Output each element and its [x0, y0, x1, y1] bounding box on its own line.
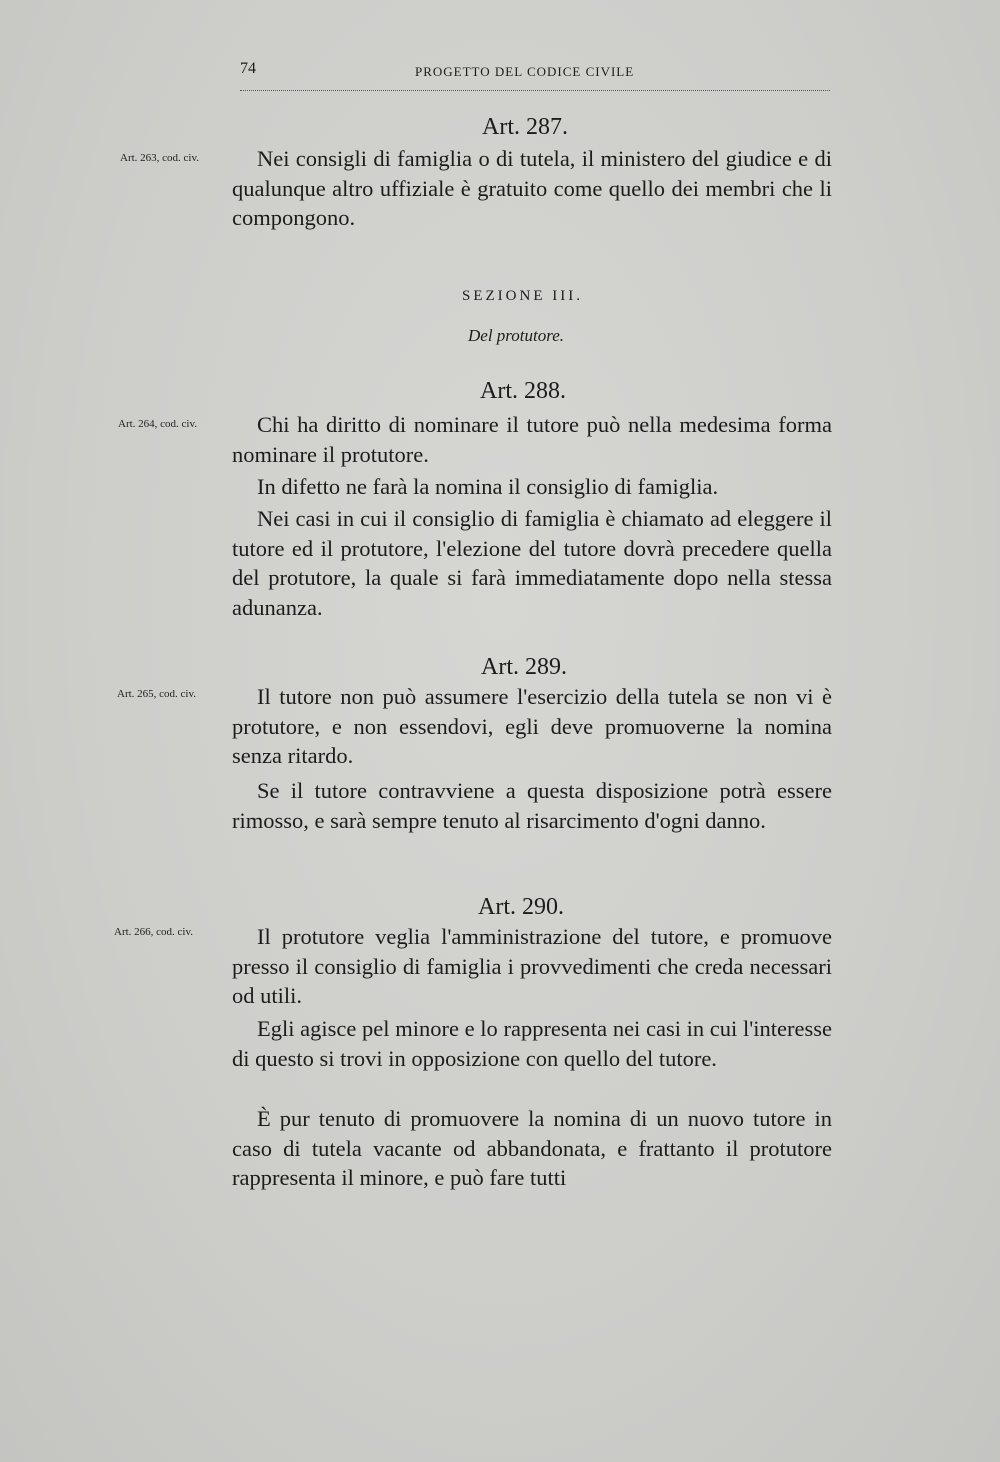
article-288-margin-note: Art. 264, cod. civ. — [118, 418, 198, 430]
running-title: PROGETTO DEL CODICE CIVILE — [415, 64, 635, 79]
running-head — [240, 58, 830, 91]
article-290-margin-note: Art. 266, cod. civ. — [114, 926, 194, 938]
article-288-paragraph-2: In difetto ne farà la nomina il consiglio di famiglia. — [257, 474, 719, 499]
article-289-paragraph-2: Se il tutore contravviene a questa disposizione potrà essere rimosso, e sarà sempre tenuto al risarcimento d'ogni danno. — [232, 778, 832, 833]
article-287-margin-note: Art. 263, cod. civ. — [120, 152, 200, 164]
article-290-paragraph-1: Il protutore veglia l'amministrazione del tutore, e promuove presso il consiglio di famiglia i provvedimenti che creda necessari od utili. — [232, 924, 832, 1008]
section-title: SEZIONE III. — [462, 288, 583, 304]
article-289-heading: Art. 289. — [481, 654, 567, 680]
section-subtitle: Del protutore. — [468, 326, 565, 345]
article-288-paragraph-1: Chi ha diritto di nominare il tutore può nella medesima forma nominare il protutore. — [232, 412, 832, 467]
article-289-margin-note: Art. 265, cod. civ. — [117, 688, 197, 700]
article-287-paragraph-1: Nei consigli di famiglia o di tutela, il ministero del giudice e di qualunque altro uffiziale è gratuito come quello dei membri che li compongono. — [232, 146, 832, 230]
article-290-paragraph-2: Egli agisce pel minore e lo rappresenta nei casi in cui l'interesse di questo si trovi in opposizione con quello del tutore. — [232, 1016, 832, 1071]
page-number: 74 — [240, 60, 256, 77]
article-288-heading: Art. 288. — [480, 378, 566, 404]
article-289-paragraph-1: Il tutore non può assumere l'esercizio della tutela se non vi è protutore, e non essendovi, egli deve promuoverne la nomina senza ritardo. — [232, 684, 832, 768]
article-287-heading: Art. 287. — [482, 114, 568, 140]
article-290-heading: Art. 290. — [478, 894, 564, 920]
article-288-paragraph-3: Nei casi in cui il consiglio di famiglia è chiamato ad eleggere il tutore ed il protutore, l'elezione del tutore dovrà precedere quella del protutore, la quale si farà immediatamente dopo nella stessa adunanza. — [232, 506, 832, 620]
article-290-paragraph-3: È pur tenuto di promuovere la nomina di un nuovo tutore in caso di tutela vacante od abbandonata, e frattanto il protutore rappresenta il minore, e può fare tutti — [232, 1106, 832, 1190]
